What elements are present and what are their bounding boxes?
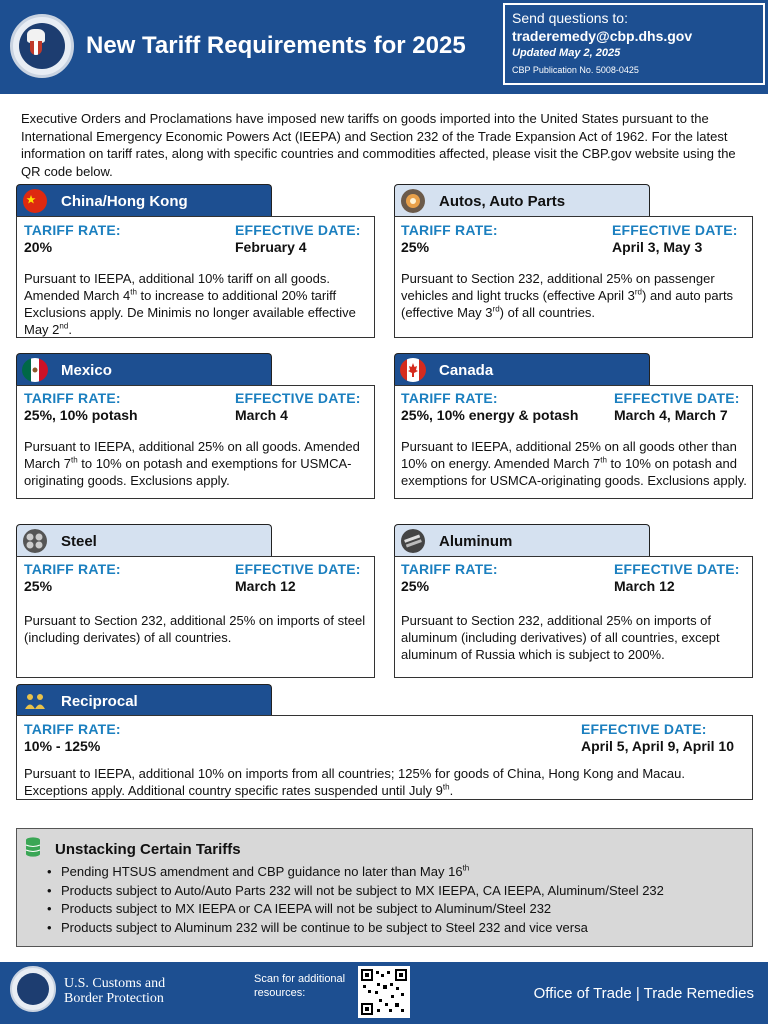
publication-number: CBP Publication No. 5008-0425 [512, 65, 639, 75]
tariff-rate-value: 10% - 125% [24, 738, 101, 754]
tariff-rate-label: TARIFF RATE: [24, 222, 121, 238]
card-description: Pursuant to Section 232, additional 25% on imports of aluminum (including derivatives) of all countries, except aluminum of Russia which is subject to 200%. [401, 613, 720, 662]
card-steel [16, 556, 375, 678]
card-description: Pursuant to Section 232, additional 25% on imports of steel (including derivates) of all countries. [24, 613, 366, 645]
tab-canada [394, 353, 650, 385]
effective-date-value: April 5, April 9, April 10 [581, 738, 735, 754]
effective-date-value: April 3, May 3 [612, 239, 703, 255]
cbp-seal-icon [10, 966, 56, 1012]
contact-intro: Send questions to: [512, 10, 628, 26]
effective-date-value: March 12 [235, 578, 296, 594]
scan-prompt: Scan for additional resources: [254, 973, 346, 999]
effective-date-label: EFFECTIVE DATE: [581, 721, 707, 737]
tab-aluminum [394, 524, 650, 556]
list-item: • Products subject to MX IEEPA or CA IEEPA will not be subject to Aluminum/Steel 232 [47, 900, 664, 919]
card-description: Pursuant to IEEPA, additional 25% on all goods other than 10% on energy. Amended March 7th to 10% on potash and exemptions for USMCA-originating goods. Exclusions apply. [401, 439, 747, 488]
effective-date-label: EFFECTIVE DATE: [235, 561, 361, 577]
effective-date-label: EFFECTIVE DATE: [235, 390, 361, 406]
card-title: China/Hong Kong [61, 193, 188, 210]
list-item: • Products subject to Aluminum 232 will be continue to be subject to Steel 232 and vice versa [47, 919, 664, 938]
unstacking-title: Unstacking Certain Tariffs [55, 841, 241, 858]
card-mexico [16, 385, 375, 499]
effective-date-value: March 12 [614, 578, 675, 594]
card-title: Reciprocal [61, 693, 138, 710]
office-name: Office of Trade | Trade Remedies [533, 985, 754, 1002]
canada-flag-icon [400, 358, 426, 382]
tab-china-hong-kong [16, 184, 272, 216]
card-title: Steel [61, 533, 97, 550]
steel-icon [22, 529, 48, 553]
card-description: Pursuant to IEEPA, additional 25% on all goods. Amended March 7th to 10% on potash and exemptions for USMCA-originating goods. Exclusions apply. [24, 439, 360, 488]
effective-date-label: EFFECTIVE DATE: [614, 390, 740, 406]
tariff-rate-value: 20% [24, 239, 53, 255]
tab-steel [16, 524, 272, 556]
effective-date-value: February 4 [235, 239, 307, 255]
card-description: Pursuant to IEEPA, additional 10% on imports from all countries; 125% for goods of China, Hong Kong and Macau. Exceptions apply. Additional country specific rates suspended until July 9th. [24, 766, 685, 798]
tariff-rate-value: 25% [401, 239, 430, 255]
effective-date-label: EFFECTIVE DATE: [612, 222, 738, 238]
car-icon [400, 189, 426, 213]
handshake-icon [22, 689, 48, 713]
mexico-flag-icon [22, 358, 48, 382]
aluminum-icon [400, 529, 426, 553]
card-title: Autos, Auto Parts [439, 193, 566, 210]
effective-date-value: March 4, March 7 [614, 407, 728, 423]
tab-autos-auto-parts [394, 184, 650, 216]
card-description: Pursuant to IEEPA, additional 10% tariff on all goods. Amended March 4th to increase to additional 20% tariff Exclusions apply. De Minimis no longer available effective May 2nd. [24, 271, 356, 337]
updated-date: Updated May 2, 2025 [512, 47, 621, 59]
unstacking-list [47, 863, 664, 937]
tab-reciprocal [16, 684, 272, 716]
card-aluminum [394, 556, 753, 678]
card-canada [394, 385, 753, 499]
tariff-rate-label: TARIFF RATE: [401, 390, 498, 406]
tariff-rate-label: TARIFF RATE: [401, 222, 498, 238]
tab-mexico [16, 353, 272, 385]
effective-date-label: EFFECTIVE DATE: [235, 222, 361, 238]
tariff-rate-value: 25%, 10% potash [24, 407, 138, 423]
page-footer [0, 962, 768, 1024]
china-flag-icon [22, 189, 48, 213]
card-title: Canada [439, 362, 494, 379]
card-title: Mexico [61, 362, 112, 379]
database-icon [25, 837, 41, 857]
tariff-rate-label: TARIFF RATE: [401, 561, 498, 577]
qr-code-icon[interactable] [358, 966, 410, 1018]
unstacking-section [16, 828, 753, 947]
agency-name: U.S. Customs and Border Protection [64, 976, 166, 1006]
tariff-rate-value: 25% [24, 578, 53, 594]
list-item: • Products subject to Auto/Auto Parts 232 will not be subject to MX IEEPA, CA IEEPA, Aluminum/Steel 232 [47, 882, 664, 901]
tariff-rate-value: 25% [401, 578, 430, 594]
tariff-rate-value: 25%, 10% energy & potash [401, 407, 579, 423]
page-header [0, 0, 768, 94]
contact-box [503, 3, 765, 85]
tariff-rate-label: TARIFF RATE: [24, 721, 121, 737]
card-title: Aluminum [439, 533, 513, 550]
intro-paragraph: Executive Orders and Proclamations have imposed new tariffs on goods imported into the United States pursuant to the International Emergency Economic Powers Act (IEEPA) and Section 232 of the Trade Expansion Act of 1962. For the latest information on tariff rates, along with specific countries and commodities affected, please visit the CBP.gov website using the QR code below. [21, 111, 736, 179]
card-autos-auto-parts [394, 216, 753, 338]
list-item: • Pending HTSUS amendment and CBP guidance no later than May 16th [47, 863, 664, 882]
cbp-seal-icon [10, 14, 74, 78]
effective-date-value: March 4 [235, 407, 288, 423]
card-china-hong-kong [16, 216, 375, 338]
effective-date-label: EFFECTIVE DATE: [614, 561, 740, 577]
contact-email-link[interactable]: traderemedy@cbp.dhs.gov [512, 28, 693, 44]
tariff-rate-label: TARIFF RATE: [24, 561, 121, 577]
page-title: New Tariff Requirements for 2025 [86, 32, 466, 59]
tariff-rate-label: TARIFF RATE: [24, 390, 121, 406]
card-description: Pursuant to Section 232, additional 25% on passenger vehicles and light trucks (effective April 3rd) and auto parts (effective May 3rd) of all countries. [401, 271, 734, 320]
card-reciprocal [16, 715, 753, 800]
